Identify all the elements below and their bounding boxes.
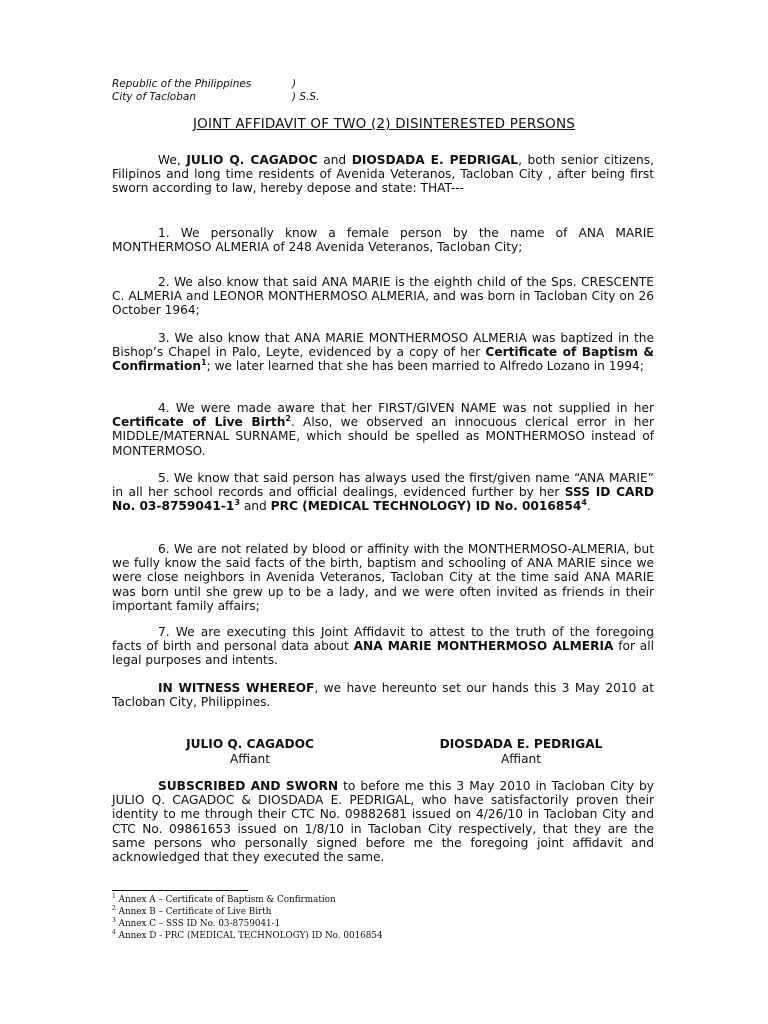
sss-id-ref: SSS ID CARD No. 03-8759041-1 (112, 485, 654, 514)
footnote-ref-3: 3 (234, 498, 240, 508)
footnote-ref-1: 1 (201, 358, 207, 368)
footnote-3 (112, 919, 280, 931)
signature-block-2 (416, 737, 626, 766)
signatory-name-1: JULIO Q. CAGADOC (186, 737, 314, 751)
affiant-name-2: DIOSDADA E. PEDRIGAL (351, 153, 519, 167)
footnote-text-2: Annex B – Certificate of Live Birth (115, 907, 272, 917)
paragraph-7 (112, 625, 654, 668)
document-title: JOINT AFFIDAVIT OF TWO (2) DISINTERESTED PERSONS (192, 116, 576, 132)
footnote-separator (112, 890, 248, 891)
footnote-ref-4: 4 (581, 498, 587, 508)
witness-paragraph (112, 681, 654, 709)
paragraph-4 (112, 401, 654, 458)
affiant-name-1: JULIO Q. CAGADOC (186, 153, 318, 167)
venue-paren: ) (292, 78, 297, 90)
baptism-certificate-ref: Certificate of Baptism & Confirmation (112, 345, 655, 374)
p4-text-1: 4. We were made aware that her FIRST/GIVEN NAME was not supplied in her (158, 401, 654, 415)
venue-ss: ) S.S. (292, 91, 320, 103)
venue-republic-text: Republic of the Philippines (112, 78, 252, 90)
signatory-name-2: DIOSDADA E. PEDRIGAL (439, 737, 603, 751)
paragraph-3 (112, 331, 654, 374)
intro-text-1: We, (158, 153, 187, 167)
jurat-paragraph (112, 779, 654, 864)
footnote-number-1: 1 (112, 893, 116, 901)
witness-text: , we have hereunto set our hands this 3 May 2010 at Tacloban City, Philippines. (112, 681, 654, 710)
signature-block-1 (165, 737, 335, 766)
p7-text-1: 7. We are executing this Joint Affidavit to attest to the truth of the foregoing facts of birth and personal data about (112, 625, 654, 654)
p5-text-1: 5. We know that said person has always used the first/given name “ANA MARIE” in all her school records and official dealings, evidenced further by her (112, 471, 654, 500)
footnote-text-1: Annex A – Certificate of Baptism & Confirmation (115, 895, 336, 905)
venue-line-city (112, 91, 320, 104)
venue-city-text: City of Tacloban (112, 91, 196, 103)
footnote-ref-2: 2 (285, 414, 291, 424)
p3-text-1: 3. We also know that ANA MARIE MONTHERMOSO ALMERIA was baptized in the Bishop’s Chapel in Palo, Leyte, evidenced by a copy of her (112, 331, 654, 360)
jurat-text: to before me this 3 May 2010 in Tacloban City by JULIO Q. CAGADOC & DIOSDADA E. PEDRIGAL, who have satisfactorily proven their identity to me through their CTC No. 09882681 issued on 4/26/10 in Tacloban City and CTC No. 09861653 issued on 1/8/10 in Tacloban City respectively, that they are the same persons who personally signed before me the foregoing joint affidavit and acknowledged that they executed the same. (112, 779, 654, 865)
intro-text-2: and (317, 153, 352, 167)
intro-text-3: , both senior citizens, Filipinos and long time residents of Avenida Veteranos, Tacloban City , after being first sworn according to law, hereby depose and state: THAT--- (112, 153, 654, 196)
subject-name: ANA MARIE MONTHERMOSO ALMERIA (353, 639, 614, 654)
p3-text-2: ; we later learned that she has been married to Alfredo Lozano in 1994; (206, 359, 644, 374)
intro-paragraph (112, 153, 654, 196)
footnote-number-2: 2 (112, 905, 116, 913)
paragraph-6: 6. We are not related by blood or affinity with the MONTHERMOSO-ALMERIA, but we fully know the said facts of the birth, baptism and schooling of ANA MARIE since we were close neighbors in Avenida Veteranos, Tacloban City at the time said ANA MARIE was born until she grew up to be a lady, and we were often invited as friends in their important family affairs; (112, 542, 654, 613)
signatory-role-1: Affiant (229, 751, 271, 766)
signatory-role-2: Affiant (500, 751, 542, 766)
footnote-1 (112, 895, 336, 907)
footnote-number-3: 3 (112, 917, 116, 925)
paragraph-2: 2. We also know that said ANA MARIE is the eighth child of the Sps. CRESCENTE C. ALMERIA and LEONOR MONTHERMOSO ALMERIA, and was born in Tacloban City on 26 October 1964; (112, 275, 654, 318)
p5-text-2: and (239, 499, 271, 514)
witness-heading: IN WITNESS WHEREOF (158, 681, 315, 695)
footnote-text-3: Annex C – SSS ID No. 03-8759041-1 (115, 919, 281, 929)
live-birth-certificate-ref: Certificate of Live Birth (112, 415, 286, 430)
p5-text-3: . (586, 499, 591, 514)
paragraph-1: 1. We personally know a female person by the name of ANA MARIE MONTHERMOSO ALMERIA of 248 Avenida Veteranos, Tacloban City; (112, 226, 654, 255)
prc-id-ref: PRC (MEDICAL TECHNOLOGY) ID No. 0016854 (270, 499, 582, 514)
p4-text-2: . Also, we observed an innocuous clerical error in her MIDDLE/MATERNAL SURNAME, which should be spelled as MONTHERMOSO instead of MONTERMOSO. (112, 415, 654, 458)
footnote-2 (112, 907, 271, 919)
venue-line-republic (112, 78, 297, 91)
jurat-heading: SUBSCRIBED AND SWORN (158, 779, 339, 793)
footnote-number-4: 4 (112, 929, 116, 937)
footnote-text-4: Annex D - PRC (MEDICAL TECHNOLOGY) ID No. 0016854 (115, 931, 383, 941)
footnote-4 (112, 931, 383, 943)
p7-text-2: for all legal purposes and intents. (112, 639, 655, 668)
paragraph-5 (112, 471, 654, 514)
